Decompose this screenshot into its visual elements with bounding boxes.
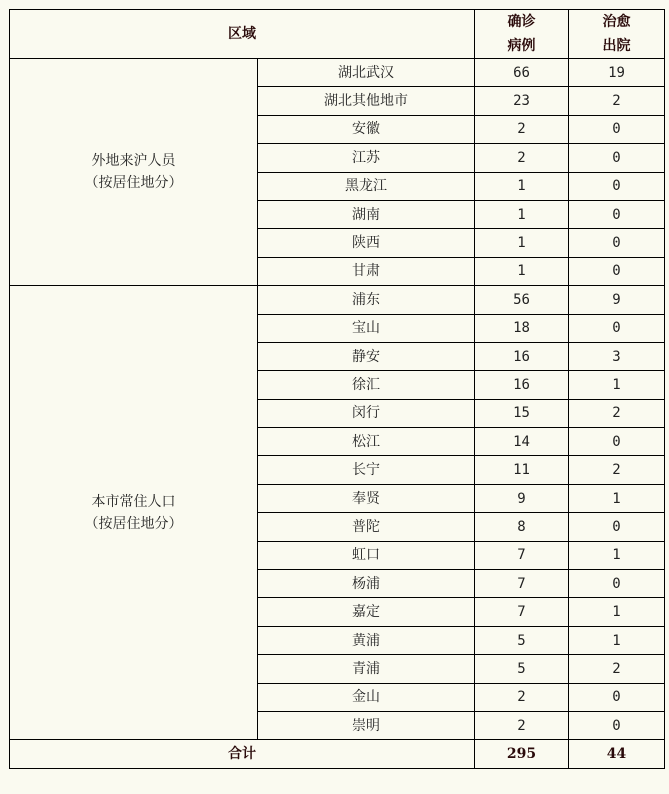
header-recovered-line2: 出院 — [602, 38, 631, 54]
total-row — [10, 740, 665, 769]
recovered-cell: 0 — [569, 683, 665, 711]
group-subtitle: （按居住地分） — [84, 175, 183, 192]
area-cell: 金山 — [258, 683, 475, 711]
header-confirmed — [475, 10, 569, 59]
total-label: 合计 — [10, 740, 475, 769]
confirmed-cell: 1 — [475, 172, 569, 200]
recovered-cell: 0 — [569, 711, 665, 739]
area-cell: 杨浦 — [258, 570, 475, 598]
confirmed-cell: 15 — [475, 399, 569, 427]
recovered-cell: 0 — [569, 257, 665, 285]
confirmed-cell: 5 — [475, 655, 569, 683]
case-statistics-table — [9, 9, 665, 769]
group-title: 外地来沪人员 — [91, 153, 176, 170]
area-cell: 甘肃 — [258, 257, 475, 285]
confirmed-cell: 66 — [475, 59, 569, 87]
confirmed-cell: 1 — [475, 229, 569, 257]
recovered-cell: 1 — [569, 541, 665, 569]
confirmed-cell: 16 — [475, 342, 569, 370]
confirmed-cell: 2 — [475, 115, 569, 143]
area-cell: 陕西 — [258, 229, 475, 257]
confirmed-cell: 23 — [475, 87, 569, 115]
group-label-local — [10, 286, 258, 740]
recovered-cell: 9 — [569, 286, 665, 314]
confirmed-cell: 2 — [475, 683, 569, 711]
confirmed-cell: 14 — [475, 428, 569, 456]
recovered-cell: 0 — [569, 172, 665, 200]
area-cell: 江苏 — [258, 144, 475, 172]
total-confirmed: 295 — [475, 740, 569, 769]
recovered-cell: 2 — [569, 655, 665, 683]
area-cell: 奉贤 — [258, 484, 475, 512]
recovered-cell: 0 — [569, 570, 665, 598]
area-cell: 湖南 — [258, 200, 475, 228]
confirmed-cell: 7 — [475, 541, 569, 569]
group-subtitle: （按居住地分） — [84, 515, 183, 532]
area-cell: 静安 — [258, 342, 475, 370]
total-recovered: 44 — [569, 740, 665, 769]
group-label-nonlocal — [10, 59, 258, 286]
confirmed-cell: 5 — [475, 626, 569, 654]
area-cell: 长宁 — [258, 456, 475, 484]
area-cell: 湖北武汉 — [258, 59, 475, 87]
confirmed-cell: 7 — [475, 570, 569, 598]
area-cell: 徐汇 — [258, 371, 475, 399]
recovered-cell: 2 — [569, 87, 665, 115]
confirmed-cell: 1 — [475, 257, 569, 285]
confirmed-cell: 7 — [475, 598, 569, 626]
confirmed-cell: 56 — [475, 286, 569, 314]
confirmed-cell: 1 — [475, 200, 569, 228]
header-confirmed-line1: 确诊 — [507, 14, 536, 30]
area-cell: 虹口 — [258, 541, 475, 569]
area-cell: 闵行 — [258, 399, 475, 427]
table-row — [10, 59, 665, 87]
confirmed-cell: 9 — [475, 484, 569, 512]
area-cell: 青浦 — [258, 655, 475, 683]
area-cell: 普陀 — [258, 513, 475, 541]
recovered-cell: 0 — [569, 144, 665, 172]
recovered-cell: 3 — [569, 342, 665, 370]
recovered-cell: 0 — [569, 314, 665, 342]
confirmed-cell: 11 — [475, 456, 569, 484]
area-cell: 崇明 — [258, 711, 475, 739]
recovered-cell: 0 — [569, 115, 665, 143]
table-row — [10, 286, 665, 314]
confirmed-cell: 18 — [475, 314, 569, 342]
recovered-cell: 0 — [569, 513, 665, 541]
table-header-row — [10, 10, 665, 59]
recovered-cell: 1 — [569, 626, 665, 654]
area-cell: 宝山 — [258, 314, 475, 342]
header-recovered — [569, 10, 665, 59]
recovered-cell: 2 — [569, 456, 665, 484]
area-cell: 湖北其他地市 — [258, 87, 475, 115]
recovered-cell: 0 — [569, 200, 665, 228]
confirmed-cell: 2 — [475, 711, 569, 739]
header-recovered-line1: 治愈 — [602, 14, 631, 30]
group-title: 本市常住人口 — [91, 493, 176, 510]
area-cell: 嘉定 — [258, 598, 475, 626]
area-cell: 安徽 — [258, 115, 475, 143]
table-body — [10, 59, 665, 769]
confirmed-cell: 8 — [475, 513, 569, 541]
header-confirmed-line2: 病例 — [507, 38, 536, 54]
header-region: 区域 — [10, 10, 475, 59]
recovered-cell: 0 — [569, 229, 665, 257]
recovered-cell: 1 — [569, 371, 665, 399]
recovered-cell: 1 — [569, 484, 665, 512]
confirmed-cell: 2 — [475, 144, 569, 172]
recovered-cell: 1 — [569, 598, 665, 626]
area-cell: 松江 — [258, 428, 475, 456]
area-cell: 浦东 — [258, 286, 475, 314]
area-cell: 黄浦 — [258, 626, 475, 654]
recovered-cell: 19 — [569, 59, 665, 87]
recovered-cell: 0 — [569, 428, 665, 456]
recovered-cell: 2 — [569, 399, 665, 427]
confirmed-cell: 16 — [475, 371, 569, 399]
area-cell: 黑龙江 — [258, 172, 475, 200]
